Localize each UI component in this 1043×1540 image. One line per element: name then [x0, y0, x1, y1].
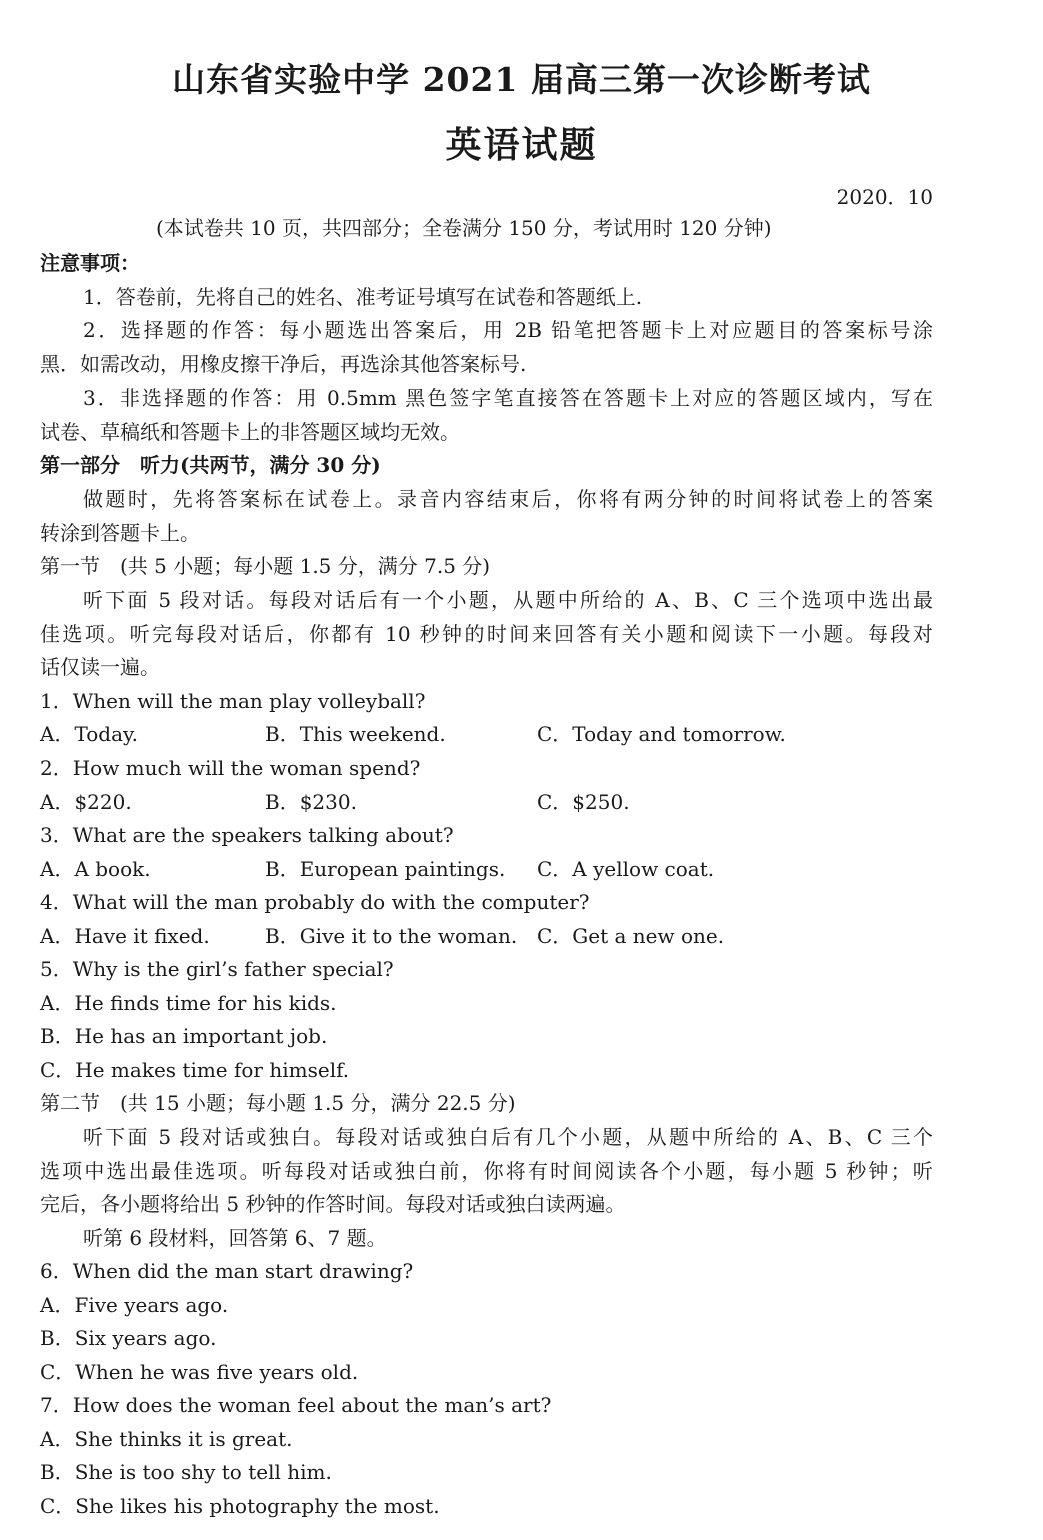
- question-1-stem: 1．When will the man play volleyball?: [40, 689, 426, 713]
- part1-intro-line-2: 转涂到答题卡上。: [40, 521, 200, 545]
- section1-intro-line-1: 听下面 5 段对话。每段对话后有一个小题，从题中所给的 A、B、C 三个选项中选出最: [83, 588, 933, 612]
- note-2-line-1: 2．选择题的作答：每小题选出答案后，用 2B 铅笔把答题卡上对应题目的答案标号涂: [83, 318, 933, 342]
- section2-intro-line-3: 完后，各小题将给出 5 秒钟的作答时间。每段对话或独白读两遍。: [40, 1192, 626, 1216]
- question-3-option-a: A．A book.: [40, 857, 151, 881]
- note-3-line-2: 试卷、草稿纸和答题卡上的非答题区域均无效。: [40, 420, 460, 444]
- question-5-option-c: C．He makes time for himself.: [40, 1058, 350, 1082]
- note-3-line-1: 3．非选择题的作答：用 0.5mm 黑色签字笔直接答在答题卡上对应的答题区域内，写在: [83, 386, 933, 410]
- question-6-stem: 6．When did the man start drawing?: [40, 1259, 414, 1283]
- question-4-option-b: B．Give it to the woman.: [265, 924, 518, 948]
- exam-title: 山东省实验中学 2021 届高三第一次诊断考试: [172, 60, 871, 99]
- question-3-stem: 3．What are the speakers talking about?: [40, 823, 454, 847]
- question-2-stem: 2．How much will the woman spend?: [40, 756, 421, 780]
- question-2-option-a: A．$220.: [40, 790, 132, 814]
- question-7-option-b: B．She is too shy to tell him.: [40, 1460, 332, 1484]
- question-7-option-a: A．She thinks it is great.: [40, 1427, 293, 1451]
- section1-heading: 第一节 (共 5 小题；每小题 1.5 分，满分 7.5 分): [40, 554, 491, 578]
- question-5-option-b: B．He has an important job.: [40, 1024, 328, 1048]
- question-3-option-c: C．A yellow coat.: [537, 857, 715, 881]
- part1-intro-line-1: 做题时，先将答案标在试卷上。录音内容结束后，你将有两分钟的时间将试卷上的答案: [83, 487, 933, 511]
- question-4-option-c: C．Get a new one.: [537, 924, 725, 948]
- question-6-option-c: C．When he was five years old.: [40, 1360, 359, 1384]
- notes-heading: 注意事项：: [40, 251, 140, 275]
- section1-intro-line-2: 佳选项。听完每段对话后，你都有 10 秒钟的时间来回答有关小题和阅读下一小题。每段对: [40, 622, 933, 646]
- section1-intro-line-3: 话仅读一遍。: [40, 655, 160, 679]
- exam-subtitle: 英语试题: [445, 124, 598, 166]
- note-2-line-2: 黑．如需改动，用橡皮擦干净后，再选涂其他答案标号.: [40, 352, 527, 376]
- question-3-option-b: B．European paintings.: [265, 857, 506, 881]
- question-5-option-a: A．He finds time for his kids.: [40, 991, 337, 1015]
- question-7-stem: 7．How does the woman feel about the man’s art?: [40, 1393, 552, 1417]
- question-1-option-c: C．Today and tomorrow.: [537, 722, 786, 746]
- note-1: 1．答卷前，先将自己的姓名、准考证号填写在试卷和答题纸上.: [83, 285, 643, 309]
- part1-heading: 第一部分 听力(共两节，满分 30 分): [40, 453, 381, 477]
- question-1-option-b: B．This weekend.: [265, 722, 446, 746]
- question-6-option-b: B．Six years ago.: [40, 1326, 217, 1350]
- question-2-option-c: C．$250.: [537, 790, 630, 814]
- question-4-stem: 4．What will the man probably do with the computer?: [40, 890, 590, 914]
- question-7-option-c: C．She likes his photography the most.: [40, 1494, 440, 1518]
- question-2-option-b: B．$230.: [265, 790, 357, 814]
- question-1-option-a: A．Today.: [40, 722, 138, 746]
- question-4-option-a: A．Have it fixed.: [40, 924, 210, 948]
- question-6-option-a: A．Five years ago.: [40, 1293, 229, 1317]
- section2-heading: 第二节 (共 15 小题；每小题 1.5 分，满分 22.5 分): [40, 1091, 516, 1115]
- exam-date: 2020．10: [836, 185, 933, 209]
- exam-info: (本试卷共 10 页，共四部分；全卷满分 150 分，考试用时 120 分钟): [156, 216, 772, 240]
- material-6-instruction: 听第 6 段材料，回答第 6、7 题。: [83, 1226, 387, 1250]
- section2-intro-line-1: 听下面 5 段对话或独白。每段对话或独白后有几个小题，从题中所给的 A、B、C 三个: [83, 1125, 933, 1149]
- question-5-stem: 5．Why is the girl’s father special?: [40, 957, 394, 981]
- section2-intro-line-2: 选项中选出最佳选项。听每段对话或独白前，你将有时间阅读各个小题，每小题 5 秒钟；听: [40, 1159, 933, 1183]
